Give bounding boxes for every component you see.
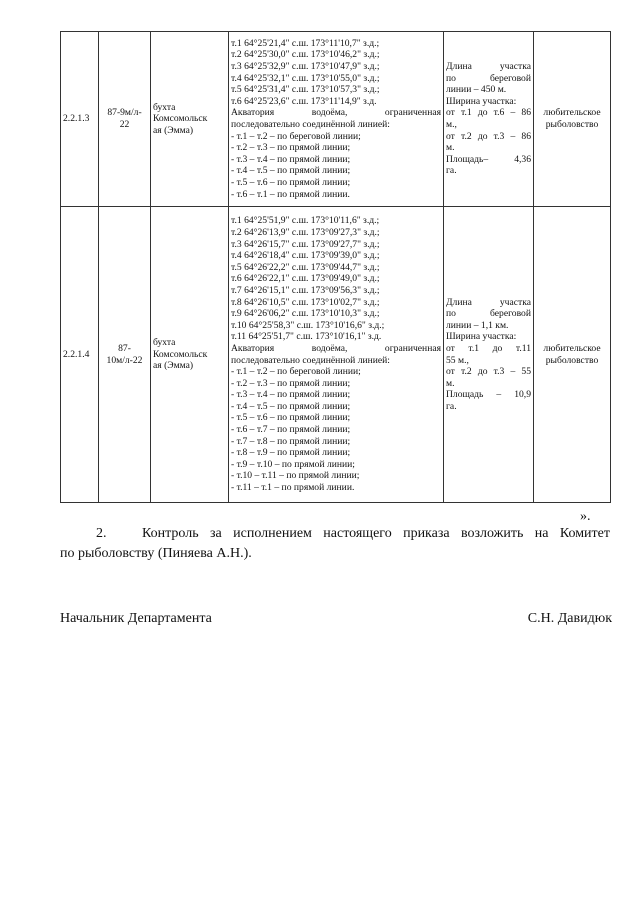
plot-id-line: 10м/л-22 bbox=[106, 354, 143, 366]
coordinate-line: т.11 64°25'51,7" с.ш. 173°10'16,1" з.д. bbox=[231, 331, 382, 343]
dimension-line: м., bbox=[446, 119, 457, 130]
water-body-line: Комсомольск bbox=[153, 113, 208, 125]
dimension-line: от т.1 до т.6 – 86 bbox=[446, 107, 531, 119]
coordinate-line: т.6 64°26'22,1" с.ш. 173°09'49,0" з.д.; bbox=[231, 273, 380, 285]
signature-title: Начальник Департамента bbox=[60, 611, 212, 626]
closing-quote: ». bbox=[580, 509, 591, 524]
segment-line: - т.10 – т.11 – по прямой линии; bbox=[231, 470, 360, 482]
cell-plot-number bbox=[61, 32, 99, 207]
dimension-line: м. bbox=[446, 142, 455, 154]
dimension-line: га. bbox=[446, 165, 457, 177]
segment-line: - т.3 – т.4 – по прямой линии; bbox=[231, 153, 351, 165]
dimension-line: 55 м., bbox=[446, 354, 469, 366]
aquatory-line: последовательно соединённой линией: bbox=[231, 354, 390, 366]
segment-line: - т.1 – т.2 – по береговой линии; bbox=[231, 130, 361, 142]
segment-line: - т.1 – т.2 – по береговой линии; bbox=[231, 366, 361, 378]
water-body-line: ая (Эмма) bbox=[153, 124, 194, 136]
dimension-line: по береговой bbox=[446, 72, 531, 84]
cell-plot-number bbox=[61, 207, 99, 503]
segment-line: - т.7 – т.8 – по прямой линии; bbox=[231, 435, 351, 447]
dimension-line: от т.2 до т.3 – 86 bbox=[446, 130, 531, 142]
dimension-line: Площадь – 10,9 bbox=[446, 389, 531, 401]
cell-dimensions bbox=[444, 32, 534, 207]
segment-line: - т.8 – т.9 – по прямой линии; bbox=[231, 447, 351, 459]
segment-line: - т.2 – т.3 – по прямой линии; bbox=[231, 142, 351, 154]
plots-table bbox=[60, 31, 611, 503]
cell-boundaries bbox=[229, 32, 444, 207]
cell-dimensions bbox=[444, 207, 534, 503]
segment-line: - т.6 – т.7 – по прямой линии; bbox=[231, 424, 351, 436]
paragraph-line-2: по рыболовству (Пиняева А.Н.). bbox=[60, 546, 252, 561]
aquatory-line: последовательно соединённой линией: bbox=[231, 119, 390, 130]
cell-water-body bbox=[151, 32, 229, 207]
coordinate-line: т.10 64°25'58,3" с.ш. 173°10'16,6" з.д.; bbox=[231, 319, 385, 331]
coordinate-line: т.5 64°25'31,4" с.ш. 173°10'57,3" з.д.; bbox=[231, 84, 380, 96]
coordinate-line: т.2 64°25'30,0" с.ш. 173°10'46,2" з.д.; bbox=[231, 49, 380, 61]
segment-line: - т.5 – т.6 – по прямой линии; bbox=[231, 412, 351, 424]
fishing-type-line: рыболовство bbox=[545, 354, 599, 366]
dimension-line: м. bbox=[446, 377, 455, 389]
cell-boundaries bbox=[229, 207, 444, 503]
fishing-type-line: любительское bbox=[543, 107, 601, 119]
dimension-line: га. bbox=[446, 400, 457, 412]
segment-line: - т.6 – т.1 – по прямой линии. bbox=[231, 188, 350, 200]
table-row bbox=[61, 32, 611, 207]
fishing-type-line: рыболовство bbox=[545, 119, 599, 130]
cell-fishing-type bbox=[534, 32, 611, 207]
dimension-line: Ширина участка: bbox=[446, 331, 517, 343]
segment-line: - т.2 – т.3 – по прямой линии; bbox=[231, 377, 351, 389]
dimension-line: от т.2 до т.3 – 55 bbox=[446, 366, 531, 378]
coordinate-line: т.7 64°26'15,1" с.ш. 173°09'56,3" з.д.; bbox=[231, 284, 380, 296]
segment-line: - т.4 – т.5 – по прямой линии; bbox=[231, 400, 351, 412]
signature-name: С.Н. Давидюк bbox=[527, 611, 612, 626]
dimension-line: Длина участка bbox=[446, 61, 531, 73]
cell-plot-id bbox=[99, 207, 151, 503]
dimension-line: линии – 450 м. bbox=[446, 84, 507, 96]
aquatory-line: Акватория водоёма, ограниченная bbox=[231, 342, 441, 354]
paragraph-number: 2. bbox=[96, 526, 107, 541]
water-body-line: Комсомольск bbox=[153, 348, 208, 360]
cell-fishing-type bbox=[534, 207, 611, 503]
plot-number: 2.2.1.3 bbox=[63, 113, 90, 125]
paragraph-2 bbox=[60, 524, 610, 564]
paragraph-line-1 bbox=[60, 524, 610, 544]
plot-id-line: 22 bbox=[119, 119, 130, 130]
plot-id-line: 87-9м/л- bbox=[107, 107, 142, 119]
coordinate-line: т.1 64°25'21,4" с.ш. 173°11'10,7" з.д.; bbox=[231, 37, 380, 49]
segment-line: - т.9 – т.10 – по прямой линии; bbox=[231, 458, 355, 470]
water-body-line: ая (Эмма) bbox=[153, 360, 194, 372]
coordinate-line: т.8 64°26'10,5" с.ш. 173°10'02,7" з.д.; bbox=[231, 296, 380, 308]
water-body-line: бухта bbox=[153, 101, 176, 113]
dimension-line: Ширина участка: bbox=[446, 95, 517, 107]
dimension-line: линии – 1,1 км. bbox=[446, 319, 509, 331]
coordinate-line: т.6 64°25'23,6" с.ш. 173°11'14,9" з.д. bbox=[231, 95, 377, 107]
dimension-line: Площадь– 4,36 bbox=[446, 153, 531, 165]
segment-line: - т.4 – т.5 – по прямой линии; bbox=[231, 165, 351, 177]
segment-line: - т.11 – т.1 – по прямой линии. bbox=[231, 482, 355, 494]
dimension-line: от т.1 до т.11 bbox=[446, 342, 531, 354]
cell-plot-id bbox=[99, 32, 151, 207]
coordinate-line: т.4 64°26'18,4" с.ш. 173°09'39,0" з.д.; bbox=[231, 250, 380, 262]
coordinate-line: т.4 64°25'32,1" с.ш. 173°10'55,0" з.д.; bbox=[231, 72, 380, 84]
coordinate-line: т.1 64°25'51,9" с.ш. 173°10'11,6" з.д.; bbox=[231, 215, 380, 227]
water-body-line: бухта bbox=[153, 337, 176, 349]
coordinate-line: т.5 64°26'22,2" с.ш. 173°09'44,7" з.д.; bbox=[231, 261, 380, 273]
fishing-type-line: любительское bbox=[543, 342, 601, 354]
segment-line: - т.5 – т.6 – по прямой линии; bbox=[231, 176, 351, 188]
coordinate-line: т.3 64°26'15,7" с.ш. 173°09'27,7" з.д.; bbox=[231, 238, 380, 250]
aquatory-line: Акватория водоёма, ограниченная bbox=[231, 107, 441, 119]
table-row bbox=[61, 207, 611, 503]
segment-line: - т.3 – т.4 – по прямой линии; bbox=[231, 389, 351, 401]
dimension-line: по береговой bbox=[446, 308, 531, 320]
plot-number: 2.2.1.4 bbox=[63, 348, 90, 360]
coordinate-line: т.9 64°26'06,2" с.ш. 173°10'10,3" з.д.; bbox=[231, 308, 380, 320]
coordinate-line: т.2 64°26'13,9" с.ш. 173°09'27,3" з.д.; bbox=[231, 226, 380, 238]
coordinate-line: т.3 64°25'32,9" с.ш. 173°10'47,9" з.д.; bbox=[231, 61, 380, 73]
dimension-line: Длина участка bbox=[446, 296, 531, 308]
paragraph-line-1-text: Контроль за исполнением настоящего приказа возложить на Комитет bbox=[142, 526, 610, 541]
cell-water-body bbox=[151, 207, 229, 503]
plot-id-line: 87- bbox=[118, 342, 131, 354]
